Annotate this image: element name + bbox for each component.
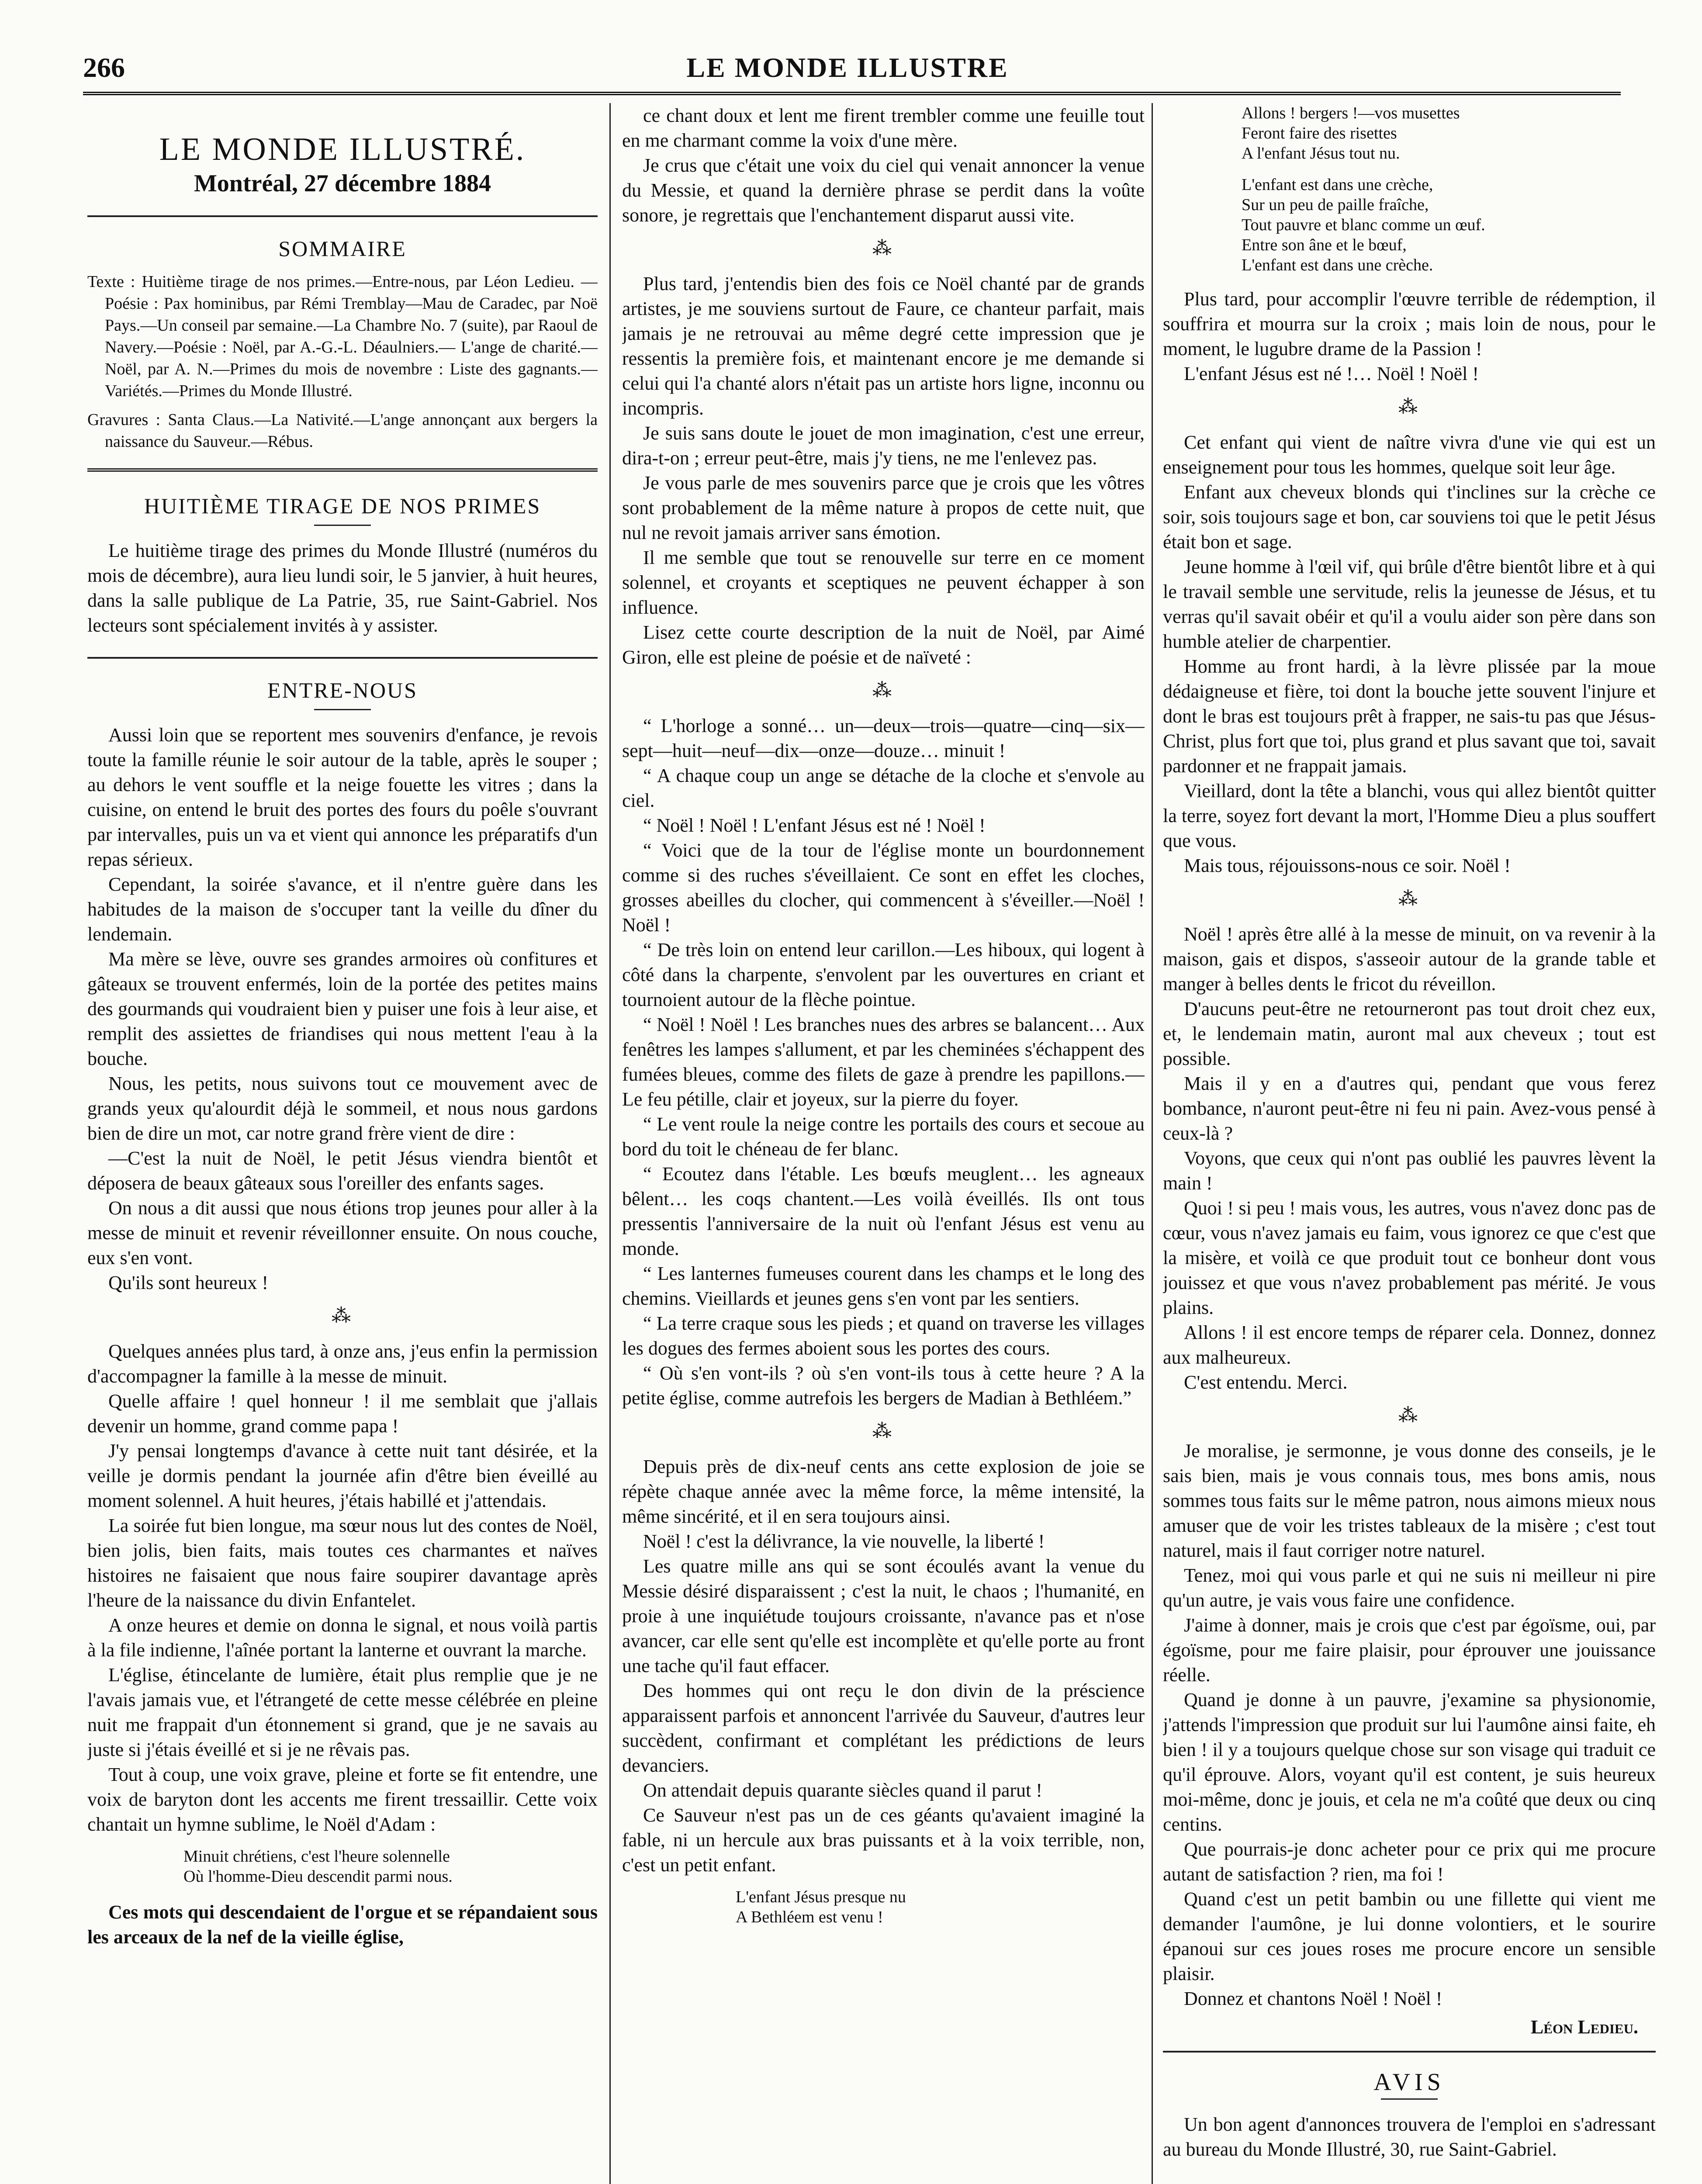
- verse-line: Où l'homme-Dieu descendit parmi nous.: [183, 1867, 453, 1886]
- verse-line: A Bethléem est venu !: [736, 1908, 883, 1926]
- paragraph: Les quatre mille ans qui se sont écoulés avant la venue du Messie désiré disparaissent ; c'est la nuit, le chaos ; l'humanité, en proie à une inquiétude toujours croissante, n'avance pas et n'ose avancer, car elle sent qu'elle est incomplète et qu'elle porte au front une tache qu'il faut effacer.: [622, 1555, 1145, 1676]
- paragraph: Mais tous, réjouissons-nous ce soir. Noël !: [1184, 855, 1511, 876]
- sommaire-gravures: Gravures : Santa Claus.—La Nativité.—L'ange annonçant aux bergers la naissance du Sauveur.—Rébus.: [87, 411, 598, 451]
- paragraph: Tenez, moi qui vous parle et qui ne suis ni meilleur ni pire qu'un autre, je vais vous faire une confidence.: [1163, 1565, 1656, 1611]
- section-rule: [1163, 2051, 1656, 2053]
- paragraph: Des hommes qui ont reçu le don divin de la préscience apparaissent parfois et annoncent l'arrivée du Sauveur, d'autres leur succèdent, confirmant et complétant les prédictions de leurs devanciers.: [622, 1680, 1145, 1776]
- verse-noel-adam: [87, 1846, 598, 1887]
- paragraph: Vieillard, dont la tête a blanchi, vous qui allez bientôt quitter la terre, soyez fort devant la mort, l'Homme Dieu a plus souffert que vous.: [1163, 780, 1656, 851]
- paragraph: “ Le vent roule la neige contre les portails des cours et secoue au bord du toit le chéneau de fer blanc.: [622, 1113, 1145, 1160]
- paragraph: Quoi ! si peu ! mais vous, les autres, vous n'avez donc pas de cœur, vous n'avez jamais eu faim, vous ignorez ce que c'est que la misère, et voilà ce que produit tout ce bonheur dont vous jouissez et que vous n'avez probablement pas mérité. Je vous plains.: [1163, 1197, 1656, 1318]
- paragraph: Donnez et chantons Noël ! Noël !: [1184, 1988, 1443, 2009]
- paragraph: “ Voici que de la tour de l'église monte un bourdonnement comme si des ruches s'éveillaient. Ce sont en effet les cloches, grosses abeilles du clocher, qui commencent à s'éveiller.—Noël ! Noël !: [622, 840, 1145, 936]
- paragraph: Qu'ils sont heureux !: [108, 1272, 268, 1293]
- paragraph: Allons ! il est encore temps de réparer cela. Donnez, donnez aux malheureux.: [1163, 1322, 1656, 1368]
- avis-text: Un bon agent d'annonces trouvera de l'emploi en s'adressant au bureau du Monde Illustré, 30, rue Saint-Gabriel.: [1163, 2114, 1656, 2160]
- entre-nous-part-7: [1163, 430, 1656, 878]
- entre-nous-part-9: [1163, 1438, 1656, 2011]
- title-rule: [1381, 2098, 1438, 2100]
- paragraph: Cependant, la soirée s'avance, et il n'entre guère dans les habitudes de la maison de s'occuper tant la veille du dîner du lendemain.: [87, 874, 598, 945]
- section-stars: ⁂: [872, 1420, 894, 1442]
- paragraph: L'église, étincelante de lumière, était plus remplie que je ne l'avais jamais vue, et l'étrangeté de cette messe célébrée en pleine nuit me frappait d'un étonnement si grand, que je ne savais au juste si j'étais éveillé et si je ne rêvais pas.: [87, 1664, 598, 1760]
- section-rule: [87, 468, 598, 472]
- paragraph: Quelques années plus tard, à onze ans, j'eus enfin la permission d'accompagner la famille à la messe de minuit.: [87, 1341, 598, 1387]
- paragraph: Noël ! c'est la délivrance, la vie nouvelle, la liberté !: [643, 1531, 1045, 1552]
- sommaire-body: [87, 271, 598, 453]
- section-stars: ⁂: [332, 1305, 353, 1327]
- paragraph: La soirée fut bien longue, ma sœur nous lut des contes de Noël, bien jolis, bien faits, mais toutes ces charmantes et naïves histoires ne faisaient que nous faire soupirer davantage après l'heure de la naissance du divin Enfantelet.: [87, 1515, 598, 1611]
- paragraph: Plus tard, pour accomplir l'œuvre terrible de rédemption, il souffrira et mourra sur la croix ; mais loin de nous, pour le moment, le lugubre drame de la Passion !: [1163, 288, 1656, 359]
- paragraph: “ Ecoutez dans l'étable. Les bœufs meuglent… les agneaux bêlent… les coqs chantent.—Les voilà éveillés. Ils ont tous pressentis l'anniversaire de la nuit où l'enfant Jésus est venu au monde.: [622, 1163, 1145, 1259]
- verse-line: L'enfant est dans une crèche,: [1242, 176, 1433, 194]
- entre-nous-part-5: [622, 1454, 1145, 1877]
- page-number: 266: [83, 52, 125, 83]
- entre-nous-part-8: [1163, 922, 1656, 1395]
- verse-line: Entre son âne et le bœuf,: [1242, 236, 1407, 254]
- paragraph: Depuis près de dix-neuf cents ans cette explosion de joie se répète chaque année avec la même force, la même intensité, la même sincérité, et il en sera toujours ainsi.: [622, 1456, 1145, 1527]
- column-rule: [609, 103, 611, 2184]
- paragraph: L'enfant Jésus est né !… Noël ! Noël !: [1184, 363, 1479, 384]
- section-stars: ⁂: [1398, 396, 1420, 418]
- entre-nous-part-6: [1163, 287, 1656, 386]
- paragraph: Cet enfant qui vient de naître vivra d'une vie qui est un enseignement pour tous les hommes, quelque soit leur âge.: [1163, 432, 1656, 478]
- section-stars: ⁂: [872, 680, 894, 701]
- paragraph: Voyons, que ceux qui n'ont pas oublié les pauvres lèvent la main !: [1163, 1147, 1656, 1194]
- column-2: [622, 103, 1145, 2184]
- title-rule: [314, 709, 371, 710]
- verse-line: A l'enfant Jésus tout nu.: [1242, 144, 1400, 162]
- paragraph: Que pourrais-je donc acheter pour ce prix qui me procure autant de satisfaction ? rien, ma foi !: [1163, 1838, 1656, 1885]
- paragraph: “ Où s'en vont-ils ? où s'en vont-ils tous à cette heure ? A la petite église, comme autrefois les bergers de Madian à Bethléem.”: [622, 1362, 1145, 1409]
- section-stars: ⁂: [1398, 888, 1420, 909]
- paragraph: “ De très loin on entend leur carillon.—Les hiboux, qui logent à côté dans la charpente, s'envolent par les ouvertures en criant et tournoient autour de la flèche pointue.: [622, 939, 1145, 1010]
- verse-line: Sur un peu de paille fraîche,: [1242, 196, 1429, 214]
- paragraph: Ce Sauveur n'est pas un de ces géants qu'avaient imaginé la fable, ni un hercule aux bras puissants et à la voix terrible, non, c'est un petit enfant.: [622, 1804, 1145, 1876]
- column-rule: [1152, 103, 1153, 2184]
- paragraph: Il me semble que tout se renouvelle sur terre en ce moment solennel, et croyants et sceptiques ne peuvent échapper à son influence.: [622, 547, 1145, 618]
- verse-line: Allons ! bergers !—vos musettes: [1242, 104, 1460, 122]
- verse-line: [1242, 163, 1656, 175]
- paragraph: Homme au front hardi, à la lèvre plissée par la moue dédaigneuse et fière, toi dont la bouche jette souvent l'injure et dont le bras est toujours prêt à frapper, ne sais-tu pas que Jésus-Christ, plus fort que toi, plus grand et plus savant que toi, savait pardonner et ne frappait jamais.: [1163, 656, 1656, 777]
- entre-nous-part-2: [87, 1339, 598, 1837]
- running-head: [83, 52, 1612, 91]
- paragraph: “ Noël ! Noël ! L'enfant Jésus est né ! Noël !: [643, 815, 986, 836]
- sommaire-texte: Texte : Huitième tirage de nos primes.—Entre-nous, par Léon Ledieu. — Poésie : Pax hominibus, par Rémi Tremblay—Mau de Caradec, par Noë Pays.—Un conseil par semaine.—La Chambre No. 7 (suite), par Raoul de Navery.—Poésie : Noël, par A.-G.-L. Déaulniers.— L'ange de charité.—Noël, par A. N.—Primes du mois de novembre : Liste des gagnants.—Variétés.—Primes du Monde Illustré.: [87, 273, 598, 400]
- masthead-title: LE MONDE ILLUSTRÉ.: [159, 131, 526, 167]
- paragraph: On nous a dit aussi que nous étions trop jeunes pour aller à la messe de minuit et revenir réveillonner ensuite. On nous couche, eux s'en vont.: [87, 1197, 598, 1268]
- paragraph: Je vous parle de mes souvenirs parce que je crois que les vôtres sont probablement de la même nature à propos de cette nuit, que nul ne revoit jamais arriver sans émotion.: [622, 472, 1145, 543]
- verse-line: Tout pauvre et blanc comme un œuf.: [1242, 216, 1485, 234]
- paragraph: —C'est la nuit de Noël, le petit Jésus viendra bientôt et déposera de beaux gâteaux sous l'oreiller des enfants sages.: [87, 1147, 598, 1194]
- verse-line: Feront faire des risettes: [1242, 124, 1397, 142]
- section-rule: [87, 657, 598, 659]
- paragraph: Quand c'est un petit bambin ou une fillette qui vient me demander l'aumône, je lui donne volontiers, et le sourire épanoui sur ces joues roses me procure encore un sensible plaisir.: [1163, 1888, 1656, 1984]
- paragraph: Je moralise, je sermonne, je vous donne des conseils, je le sais bien, mais je vous connais tous, mes bons amis, nous sommes tous faits sur le même patron, nous aimons mieux nous amuser que de voir les tristes tableaux de la misère ; c'est tout naturel, mais il faut corriger notre naturel.: [1163, 1440, 1656, 1561]
- avis-title: AVIS: [1373, 2069, 1445, 2096]
- verse-line: Minuit chrétiens, c'est l'heure solennelle: [183, 1847, 450, 1866]
- paragraph: D'aucuns peut-être ne retourneront pas tout droit chez eux, et, le lendemain matin, auront mal aux cheveux ; tout est possible.: [1163, 998, 1656, 1069]
- verse-bergers: [1163, 103, 1656, 275]
- masthead-date: Montréal, 27 décembre 1884: [194, 170, 491, 197]
- entre-nous-part-3: [622, 103, 1145, 228]
- section-rule: [87, 215, 598, 217]
- paragraph: Aussi loin que se reportent mes souvenirs d'enfance, je revois toute la famille réunie le soir autour de la table, après le souper ; au dehors le vent souffle et la neige fouette les vitres ; dans la cuisine, on entend le bruit des portes des fours du poêle s'ouvrant par intervalles, puis un va et vient qui annonce les préparatifs d'un repas sérieux.: [87, 724, 598, 870]
- section-stars: ⁂: [872, 238, 894, 259]
- paragraph: Jeune homme à l'œil vif, qui brûle d'être bientôt libre et à qui le travail semble une servitude, relis la jeunesse de Jésus, et tu verras qu'il savait obéir et qu'il a voulu aider son père dans son humble atelier de charpentier.: [1163, 556, 1656, 652]
- verse-enfant-jesus: [622, 1887, 1145, 1927]
- entre-nous-part-4: [622, 271, 1145, 670]
- paragraph: Tout à coup, une voix grave, pleine et forte se fit entendre, une voix de baryton dont les accents me firent tressaillir. Cette voix chantait un hymne sublime, le Noël d'Adam :: [87, 1764, 598, 1835]
- paragraph: Lisez cette courte description de la nuit de Noël, par Aimé Giron, elle est pleine de poésie et de naïveté :: [622, 622, 1145, 668]
- paragraph: Quelle affaire ! quel honneur ! il me semblait que j'allais devenir un homme, grand comme papa !: [87, 1390, 598, 1437]
- tirage-title: HUITIÈME TIRAGE DE NOS PRIMES: [144, 494, 541, 518]
- paragraph: Mais il y en a d'autres qui, pendant que vous ferez bombance, n'auront peut-être ni feu ni pain. Avez-vous pensé à ceux-là ?: [1163, 1073, 1656, 1144]
- section-stars: ⁂: [1398, 1405, 1420, 1426]
- sommaire-title: SOMMAIRE: [278, 236, 407, 261]
- entre-nous-part-1: [87, 722, 598, 1295]
- paragraph: “ Noël ! Noël ! Les branches nues des arbres se balancent… Aux fenêtres les lampes s'allument, et par les cheminées s'échappent des fumées bleues, comme des filets de gaze à prendre les papillons.— Le feu pétille, clair et joyeux, sur la pierre du foyer.: [622, 1014, 1145, 1110]
- paragraph: Enfant aux cheveux blonds qui t'inclines sur la crèche ce soir, sois toujours sage et bon, car souviens toi que le petit Jésus était bon et sage.: [1163, 481, 1656, 553]
- paragraph: Ma mère se lève, ouvre ses grandes armoires où confitures et gâteaux se trouvent enfermés, loin de la portée des petites mains des gourmands qui voudraient bien y puiser une fois à leur aise, et remplit des assiettes de friandises qui nous mettent l'eau à la bouche.: [87, 948, 598, 1069]
- paragraph: “ Les lanternes fumeuses courent dans les champs et le long des chemins. Vieillards et jeunes gens s'en vont par les sentiers.: [622, 1263, 1145, 1309]
- paragraph: Ces mots qui descendaient de l'orgue et se répandaient sous les arceaux de la nef de la vieille église,: [87, 1901, 598, 1948]
- verse-line: L'enfant Jésus presque nu: [736, 1888, 906, 1906]
- entre-nous-title: ENTRE-NOUS: [267, 678, 418, 702]
- header-rule: [83, 92, 1621, 98]
- tirage-text: Le huitième tirage des primes du Monde Illustré (numéros du mois de décembre), aura lieu lundi soir, le 5 janvier, à huit heures, dans la salle publique de La Patrie, 35, rue Saint-Gabriel. Nos lecteurs sont spécialement invités à y assister.: [87, 540, 598, 636]
- paragraph: Plus tard, j'entendis bien des fois ce Noël chanté par de grands artistes, je me souviens surtout de Faure, ce chanteur parfait, mais jamais je ne retrouvai au même degré cette impression que je ressentis la première fois, et maintenant encore je me demande si celui qui l'a chanté alors n'était pas un artiste hors ligne, inconnu ou incompris.: [622, 273, 1145, 419]
- paragraph: Je crus que c'était une voix du ciel qui venait annoncer la venue du Messie, et quand la dernière phrase se perdit dans la voûte sonore, je regrettais que l'enchantement disparut aussi vite.: [622, 155, 1145, 226]
- paragraph: “ A chaque coup un ange se détache de la cloche et s'envole au ciel.: [622, 765, 1145, 811]
- paragraph: C'est entendu. Merci.: [1184, 1372, 1348, 1393]
- paragraph: ce chant doux et lent me firent trembler comme une feuille tout en me charmant comme la voix d'une mère.: [622, 105, 1145, 151]
- journal-name: LE MONDE ILLUSTRE: [686, 52, 1009, 83]
- column-3: [1163, 103, 1656, 2184]
- column-1: [87, 103, 598, 2184]
- paragraph: On attendait depuis quarante siècles quand il parut !: [643, 1780, 1042, 1801]
- paragraph: Quand je donne à un pauvre, j'examine sa physionomie, j'attends l'impression que produit sur lui l'aumône ainsi faite, eh bien ! il y a toujours quelque chose sur son visage qui traduit ce qu'il éprouve. Alors, voyant qu'il est content, je suis heureux moi-même, donc je jouis, et cela ne m'a coûté que deux ou cinq centins.: [1163, 1689, 1656, 1835]
- paragraph: J'y pensai longtemps d'avance à cette nuit tant désirée, et la veille je dormis pendant la journée afin d'être bien éveillé au moment solennel. A huit heures, j'étais habillé et j'attendais.: [87, 1440, 598, 1511]
- paragraph: Je suis sans doute le jouet de mon imagination, c'est une erreur, dira-t-on ; erreur peut-être, mais j'y tiens, ne me l'enlevez pas.: [622, 422, 1145, 469]
- title-rule: [314, 525, 371, 526]
- paragraph: “ La terre craque sous les pieds ; et quand on traverse les villages les dogues des fermes aboient sous les portes des cours.: [622, 1313, 1145, 1359]
- paragraph: Nous, les petits, nous suivons tout ce mouvement avec de grands yeux qu'alourdit déjà le sommeil, et nous nous gardons bien de dire un mot, car notre grand frère vient de dire :: [87, 1073, 598, 1144]
- quoted-description: [622, 713, 1145, 1410]
- author-signature: Léon Ledieu.: [1530, 2016, 1638, 2038]
- paragraph: J'aime à donner, mais je crois que c'est par égoïsme, oui, par égoïsme, pour me faire plaisir, pour éprouver une jouissance réelle.: [1163, 1614, 1656, 1686]
- verse-line: L'enfant est dans une crèche.: [1242, 256, 1433, 274]
- paragraph: Noël ! après être allé à la messe de minuit, on va revenir à la maison, gais et dispos, s'asseoir autour de la grande table et manger à belles dents le fricot du réveillon.: [1163, 923, 1656, 995]
- paragraph: A onze heures et demie on donna le signal, et nous voilà partis à la file indienne, l'aînée portant la lanterne et ouvrant la marche.: [87, 1614, 598, 1661]
- paragraph: “ L'horloge a sonné… un—deux—trois—quatre—cinq—six—sept—huit—neuf—dix—onze—douze… minuit !: [622, 715, 1145, 761]
